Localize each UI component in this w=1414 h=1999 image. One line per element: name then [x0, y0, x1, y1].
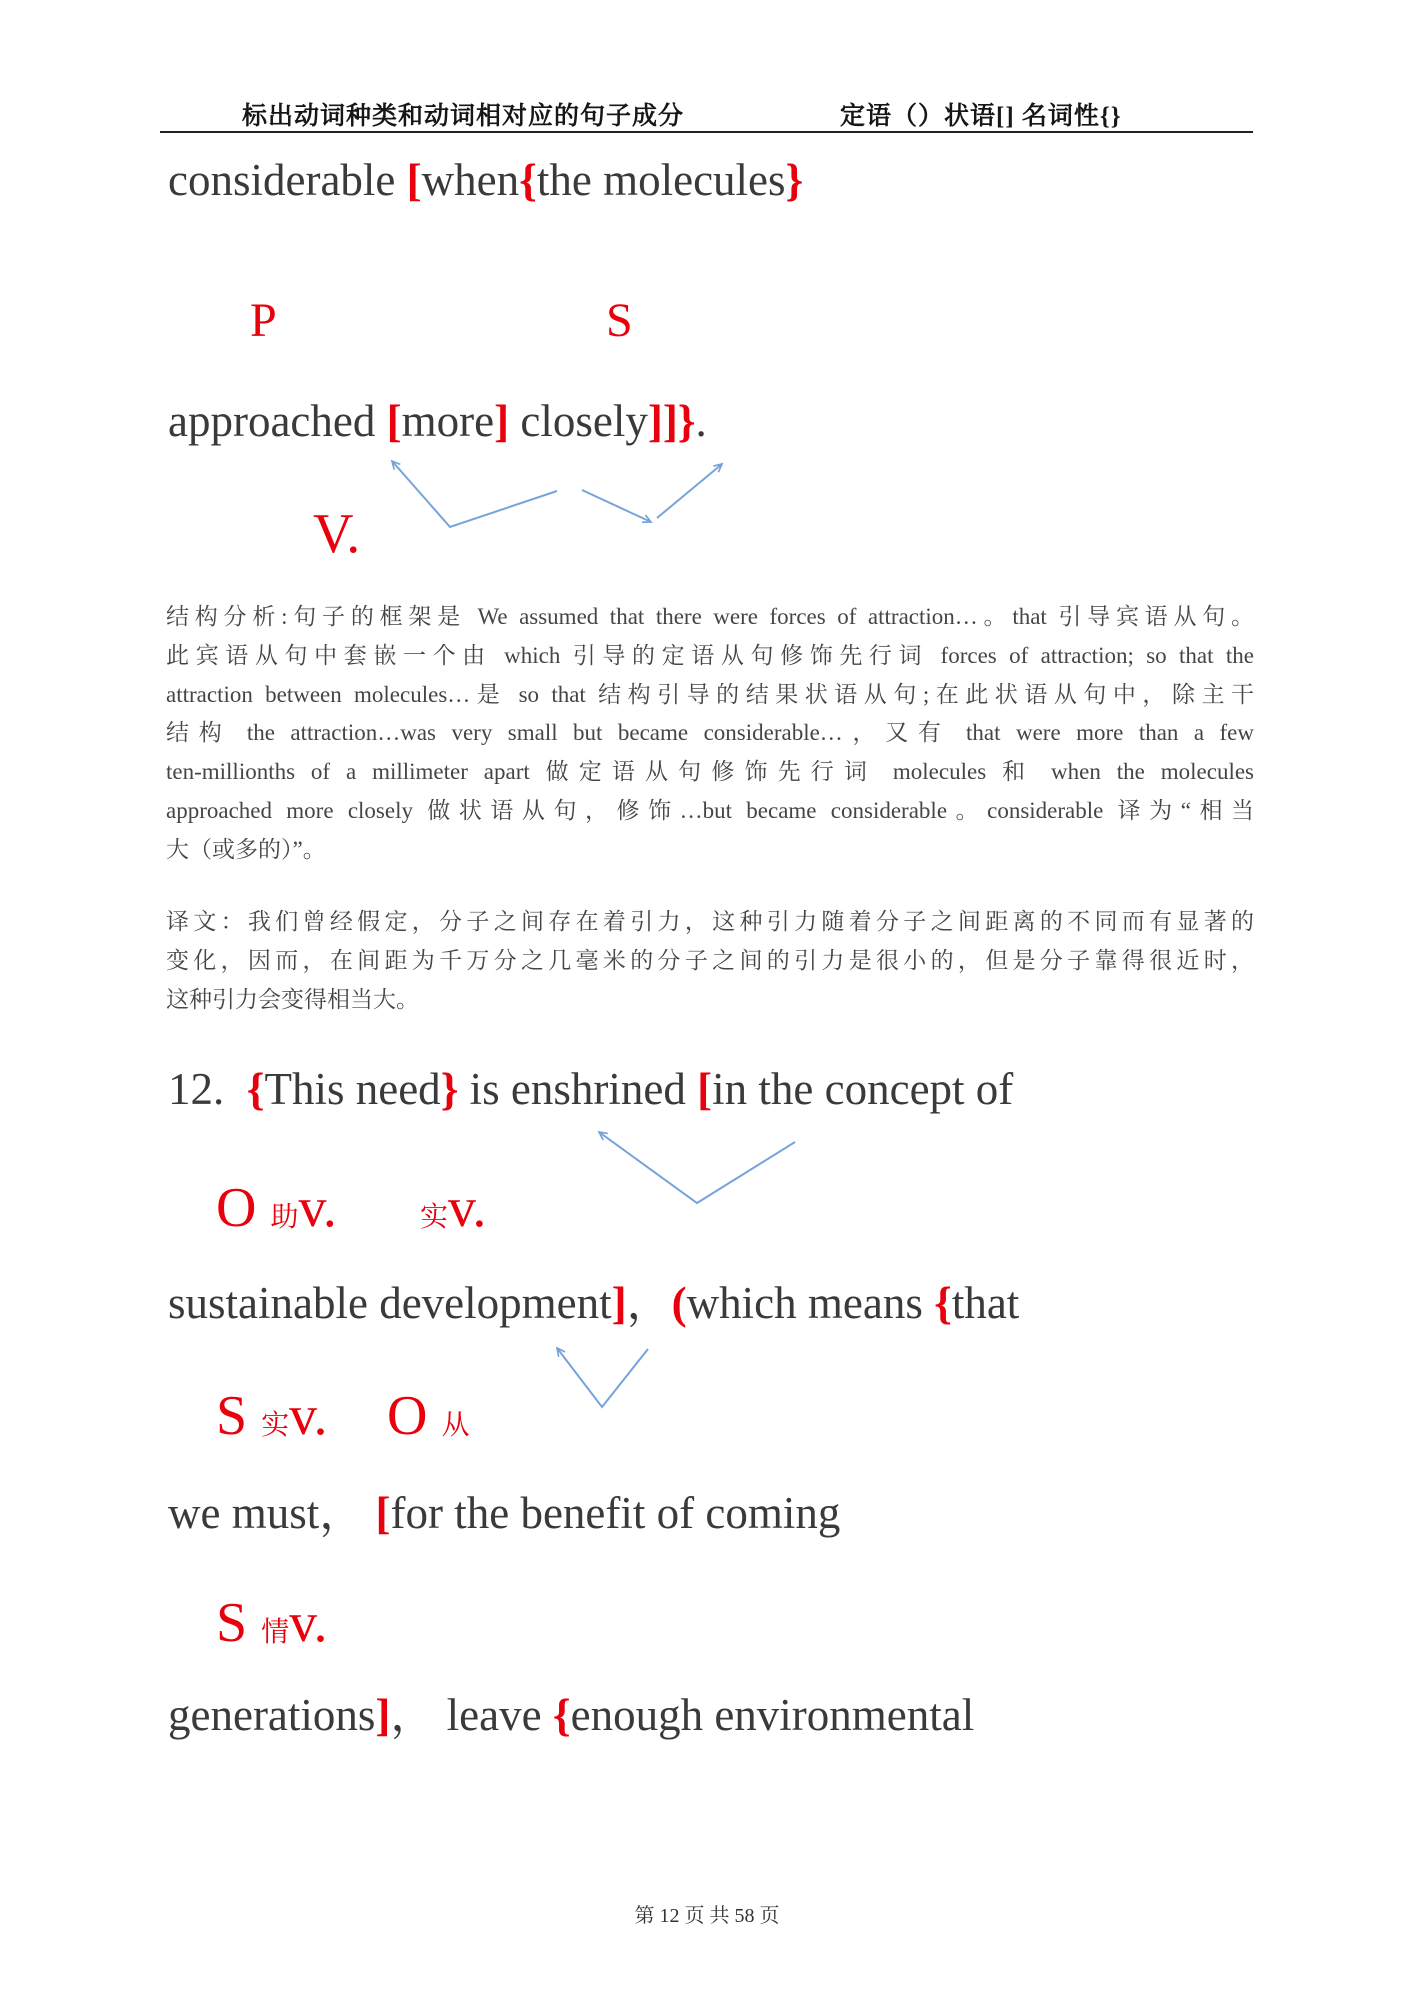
grammar-label-shi-v: 实v.: [420, 1177, 487, 1239]
header-divider: [160, 131, 1253, 133]
grammar-label-s-qing-v: S 情v.: [216, 1592, 328, 1654]
analysis-line: ten-millionths of a millimeter apart 做定语从句修饰先行词 molecules 和 when the molecules: [166, 759, 1254, 785]
grammar-label-o-cong: O 从: [387, 1385, 470, 1447]
grammar-label-p: P: [250, 294, 277, 347]
grammar-label-s-shi-v: S 实v.: [216, 1385, 328, 1447]
analysis-line: 大（或多的）”。: [166, 836, 326, 862]
translation-paragraph: [166, 903, 1254, 1019]
sentence12-line2: sustainable development]，(which means {that: [168, 1278, 1020, 1328]
arrow-to-closely-brackets: [657, 464, 722, 518]
analysis-line: approached more closely 做状语从句，修饰…but became considerable。considerable 译为“相当: [166, 797, 1254, 823]
sentence12-line4: generations]， leave {enough environmental: [168, 1690, 975, 1740]
sentence12-line3: we must， [for the benefit of coming: [168, 1488, 841, 1538]
page-number: 第 12 页 共 58 页: [634, 1905, 780, 1927]
structure-analysis-paragraph: [166, 598, 1254, 870]
grammar-label-s: S: [606, 294, 633, 347]
sentence12-line1: 12. {This need} is enshrined [in the concept of: [168, 1064, 1014, 1114]
arrow-mid-segment: [582, 490, 651, 522]
analysis-line: 结构 the attraction…was very small but became considerable…，又有 that were more than a few: [166, 720, 1254, 746]
header-left-title: 标出动词种类和动词相对应的句子成分: [242, 103, 685, 130]
arrow-to-approached: [392, 461, 557, 527]
arrow-to-development-bracket: [557, 1348, 648, 1407]
translation-line: 译文：我们曾经假定，分子之间存在着引力，这种引力随着分子之间距离的不同而有显著的: [166, 909, 1254, 934]
analysis-line: 结构分析:句子的框架是 We assumed that there were forces of attraction…。that 引导宾语从句。: [166, 604, 1254, 629]
analysis-line: 此宾语从句中套嵌一个由 which 引导的定语从句修饰先行词 forces of attraction; so that the: [166, 642, 1254, 668]
translation-line: 这种引力会变得相当大。: [166, 986, 419, 1012]
analysis-line: attraction between molecules…是 so that 结构引导的结果状语从句;在此状语从句中，除主干: [166, 681, 1254, 707]
grammar-label-v: V.: [313, 503, 361, 565]
translation-line: 变化，因而，在间距为千万分之几毫米的分子之间的引力是很小的，但是分子靠得很近时，: [166, 947, 1254, 973]
arrow-to-enshrined: [599, 1132, 795, 1203]
sentence-line-considerable: considerable [when{the molecules}: [168, 155, 804, 205]
sentence-line-approached: approached [more] closely]]}.: [168, 396, 707, 446]
grammar-label-o-aux-v: O 助v.: [216, 1177, 337, 1239]
header-right-legend: 定语（）状语[] 名词性{}: [840, 103, 1122, 130]
